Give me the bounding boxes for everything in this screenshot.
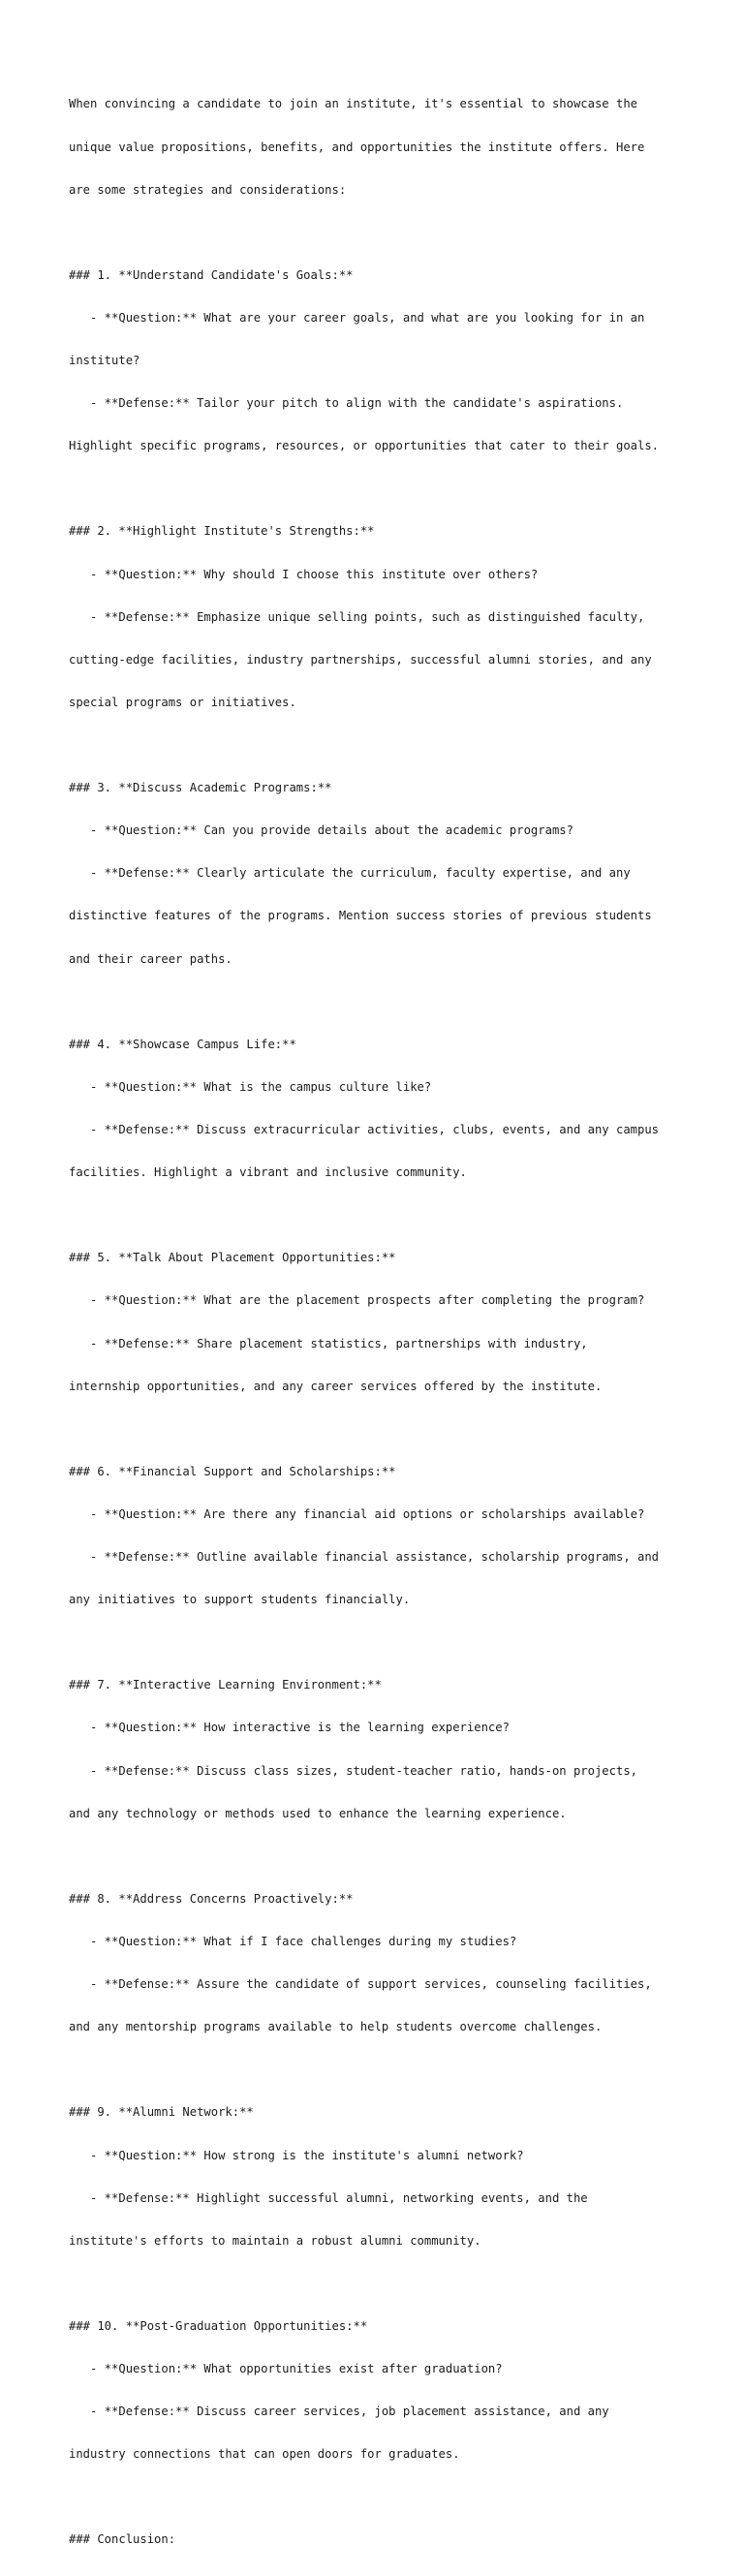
section-heading: ### 10. **Post-Graduation Opportunities:**	[69, 2318, 368, 2333]
section-line: - **Defense:** Assure the candidate of support services, counseling facilities,	[69, 1977, 652, 1992]
section-line: distinctive features of the programs. Mention success stories of previous students	[69, 909, 652, 923]
section-line: - **Question:** What are the placement prospects after completing the program?	[69, 1293, 645, 1308]
section-line: - **Defense:** Share placement statistics, partnerships with industry,	[69, 1336, 588, 1350]
section-heading: ### 8. **Address Concerns Proactively:**	[69, 1891, 354, 1906]
section-line: - **Question:** What opportunities exist after graduation?	[69, 2362, 503, 2376]
section-line: - **Question:** Are there any financial aid options or scholarships available?	[69, 1506, 645, 1521]
section-heading: ### 9. **Alumni Network:**	[69, 2105, 254, 2120]
section-heading: ### 3. **Discuss Academic Programs:**	[69, 781, 332, 795]
section-heading: ### 1. **Understand Candidate's Goals:**	[69, 267, 354, 282]
section-line: institute's efforts to maintain a robust alumni community.	[69, 2233, 481, 2248]
section-10	[69, 2291, 718, 2491]
section-line: Highlight specific programs, resources, or opportunities that cater to their goals.	[69, 439, 660, 453]
section-4	[69, 1009, 718, 1208]
intro-line: are some strategies and considerations:	[69, 182, 347, 197]
conclusion-heading	[69, 2504, 718, 2576]
section-line: - **Question:** How interactive is the learning experience?	[69, 1721, 510, 1735]
section-3	[69, 753, 718, 995]
section-line: - **Defense:** Clearly articulate the curriculum, faculty expertise, and any	[69, 866, 631, 881]
section-line: - **Question:** What if I face challenges during my studies?	[69, 1934, 517, 1948]
spacer	[69, 2490, 718, 2504]
intro-paragraph	[69, 69, 718, 226]
section-8	[69, 1863, 718, 2063]
spacer	[69, 226, 718, 240]
spacer	[69, 2277, 718, 2291]
spacer	[69, 1849, 718, 1864]
spacer	[69, 1635, 718, 1650]
spacer	[69, 1422, 718, 1437]
spacer	[69, 1208, 718, 1223]
section-heading: ### 7. **Interactive Learning Environment:**	[69, 1678, 382, 1692]
section-line: - **Question:** What is the campus culture like?	[69, 1079, 432, 1094]
document-page	[69, 69, 718, 2576]
intro-line: When convincing a candidate to join an institute, it's essential to showcase the	[69, 97, 637, 111]
conclusion-line: ### Conclusion:	[69, 2532, 176, 2547]
section-line: and their career paths.	[69, 951, 232, 966]
section-line: - **Question:** How strong is the institute's alumni network?	[69, 2148, 524, 2162]
section-heading: ### 4. **Showcase Campus Life:**	[69, 1037, 296, 1051]
spacer	[69, 481, 718, 496]
section-line: special programs or initiatives.	[69, 695, 296, 709]
section-9	[69, 2077, 718, 2277]
spacer	[69, 738, 718, 753]
spacer	[69, 995, 718, 1009]
section-line: - **Defense:** Discuss extracurricular activities, clubs, events, and any campus	[69, 1122, 660, 1136]
section-line: institute?	[69, 354, 140, 368]
spacer	[69, 2063, 718, 2077]
section-heading: ### 2. **Highlight Institute's Strengths:**	[69, 524, 375, 539]
section-line: any initiatives to support students financially.	[69, 1593, 411, 1607]
section-line: - **Question:** Why should I choose this institute over others?	[69, 567, 539, 581]
section-line: - **Defense:** Emphasize unique selling points, such as distinguished faculty,	[69, 609, 645, 624]
section-7	[69, 1650, 718, 1849]
section-line: - **Question:** Can you provide details about the academic programs?	[69, 823, 574, 838]
section-line: and any technology or methods used to enhance the learning experience.	[69, 1806, 567, 1820]
intro-line: unique value propositions, benefits, and opportunities the institute offers. Here	[69, 140, 645, 154]
section-line: - **Defense:** Discuss class sizes, student-teacher ratio, hands-on projects,	[69, 1763, 637, 1778]
section-line: - **Defense:** Discuss career services, job placement assistance, and any	[69, 2405, 609, 2419]
section-heading: ### 5. **Talk About Placement Opportunities:**	[69, 1251, 396, 1265]
section-6	[69, 1436, 718, 1635]
section-line: - **Question:** What are your career goals, and what are you looking for in an	[69, 310, 645, 325]
section-line: - **Defense:** Tailor your pitch to align with the candidate's aspirations.	[69, 396, 624, 411]
section-line: - **Defense:** Outline available financial assistance, scholarship programs, and	[69, 1550, 660, 1565]
section-5	[69, 1223, 718, 1422]
section-line: industry connections that can open doors for graduates.	[69, 2447, 460, 2462]
section-line: - **Defense:** Highlight successful alumni, networking events, and the	[69, 2190, 588, 2205]
section-line: facilities. Highlight a vibrant and inclusive community.	[69, 1165, 467, 1180]
section-line: internship opportunities, and any career services offered by the institute.	[69, 1379, 603, 1393]
section-2	[69, 496, 718, 738]
section-1	[69, 239, 718, 481]
section-line: cutting-edge facilities, industry partnerships, successful alumni stories, and any	[69, 652, 652, 667]
section-heading: ### 6. **Financial Support and Scholarships:**	[69, 1464, 396, 1478]
section-line: and any mentorship programs available to help students overcome challenges.	[69, 2020, 603, 2034]
